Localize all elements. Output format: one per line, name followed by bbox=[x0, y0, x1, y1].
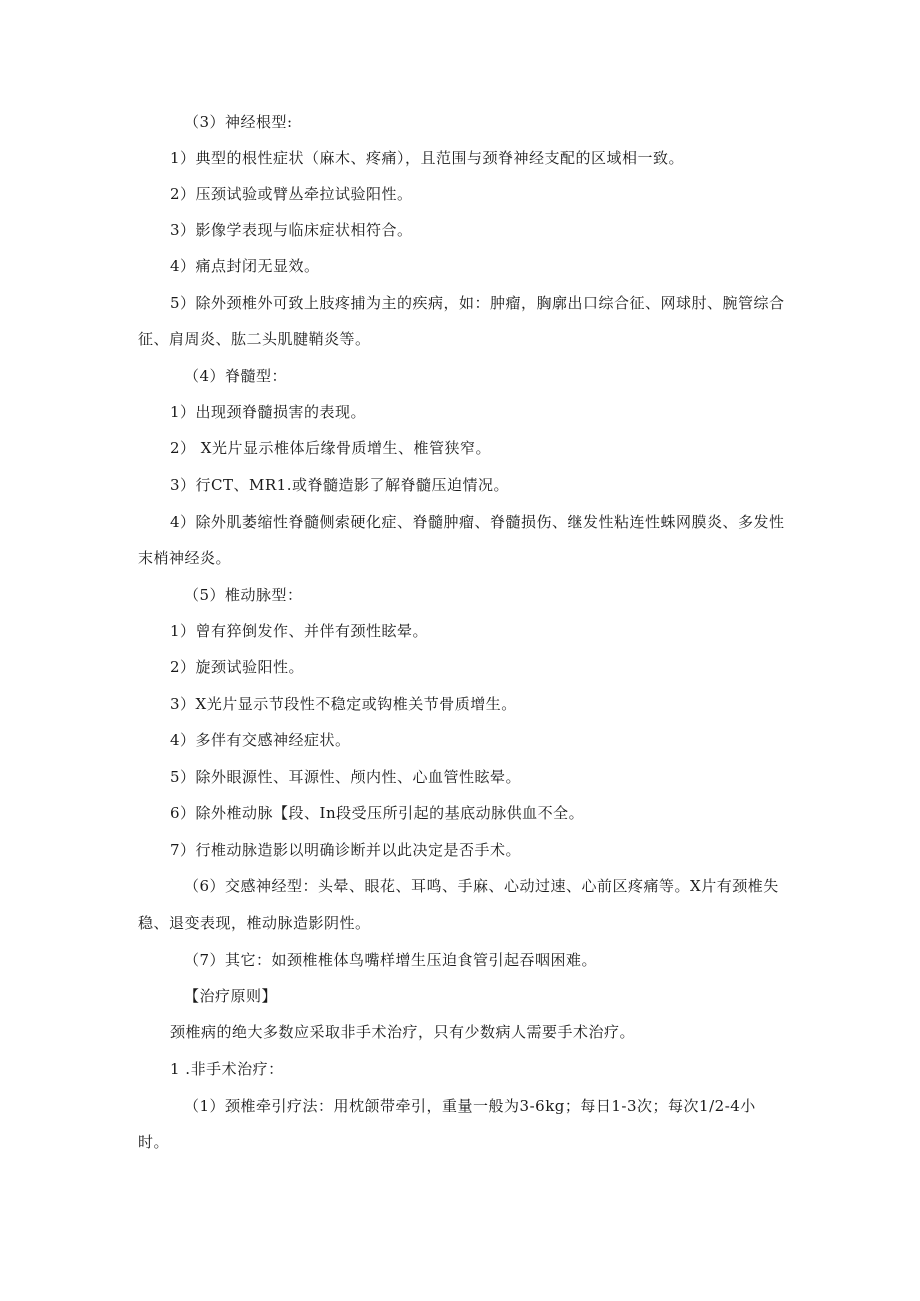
heading-other-type: （7）其它：如颈椎椎体鸟嘴样增生压迫食管引起吞咽困难。 bbox=[184, 951, 598, 969]
heading-radiculopathy-type: （3）神经根型: bbox=[184, 113, 293, 131]
heading-sympathetic-type: （6）交感神经型：头晕、眼花、耳鸣、手麻、心动过速、心前区疼痛等。X片有颈椎失 bbox=[184, 877, 779, 895]
paragraph-line: （1）颈椎牵引疗法：用枕颌带牵引，重量一般为3-6kg；每日1-3次；每次1/2-4小 bbox=[184, 1097, 756, 1115]
paragraph-line: 5）除外颈椎外可致上肢疼捕为主的疾病，如：肿瘤，胸廓出口综合征、网球肘、腕管综合 bbox=[170, 294, 785, 312]
paragraph-line: 3）X光片显示节段性不稳定或钩椎关节骨质增生。 bbox=[170, 695, 517, 713]
paragraph-line: 4）除外肌萎缩性脊髓侧索硬化症、脊髓肿瘤、脊髓损伤、继发性粘连性蛛网膜炎、多发性 bbox=[170, 513, 785, 531]
paragraph-line: 末梢神经炎。 bbox=[138, 549, 232, 567]
paragraph-line: 3）行CT、MR1.或脊髓造影了解脊髓压迫情况。 bbox=[170, 476, 509, 494]
paragraph-line: 3）影像学表现与临床症状相符合。 bbox=[170, 221, 413, 239]
paragraph-line: 5）除外眼源性、耳源性、颅内性、心血管性眩晕。 bbox=[170, 768, 522, 786]
paragraph-line: 稳、退变表现，椎动脉造影阴性。 bbox=[138, 914, 371, 932]
paragraph-line: 时。 bbox=[138, 1133, 170, 1151]
paragraph-line: 1）出现颈脊髓损害的表现。 bbox=[170, 403, 367, 421]
paragraph-line: 7）行椎动脉造影以明确诊断并以此决定是否手术。 bbox=[170, 841, 522, 859]
heading-myelopathy-type: （4）脊髓型： bbox=[184, 367, 288, 385]
paragraph-line: 2）旋颈试验阳性。 bbox=[170, 658, 305, 676]
paragraph-line: 4）痛点封闭无显效。 bbox=[170, 257, 320, 275]
paragraph-line: 1）曾有猝倒发作、并伴有颈性眩晕。 bbox=[170, 622, 429, 640]
heading-non-surgical-treatment: 1 .非手术治疗： bbox=[170, 1060, 284, 1078]
paragraph-line: 2）压颈试验或臂丛牵拉试验阳性。 bbox=[170, 185, 413, 203]
paragraph-line: 6）除外椎动脉【段、In段受压所引起的基底动脉供血不全。 bbox=[170, 804, 585, 822]
heading-vertebral-artery-type: （5）椎动脉型： bbox=[184, 586, 303, 604]
section-heading-treatment-principles: 【治疗原则】 bbox=[184, 987, 278, 1005]
paragraph-line: 颈椎病的绝大多数应采取非手术治疗，只有少数病人需要手术治疗。 bbox=[170, 1023, 636, 1041]
paragraph-line: 2） X光片显示椎体后缘骨质增生、椎管狭窄。 bbox=[170, 439, 491, 457]
paragraph-line: 征、肩周炎、肱二头肌腱鞘炎等。 bbox=[138, 330, 371, 348]
paragraph-line: 1）典型的根性症状（麻木、疼痛），且范围与颈脊神经支配的区域相一致。 bbox=[170, 149, 685, 167]
paragraph-line: 4）多伴有交感神经症状。 bbox=[170, 731, 351, 749]
